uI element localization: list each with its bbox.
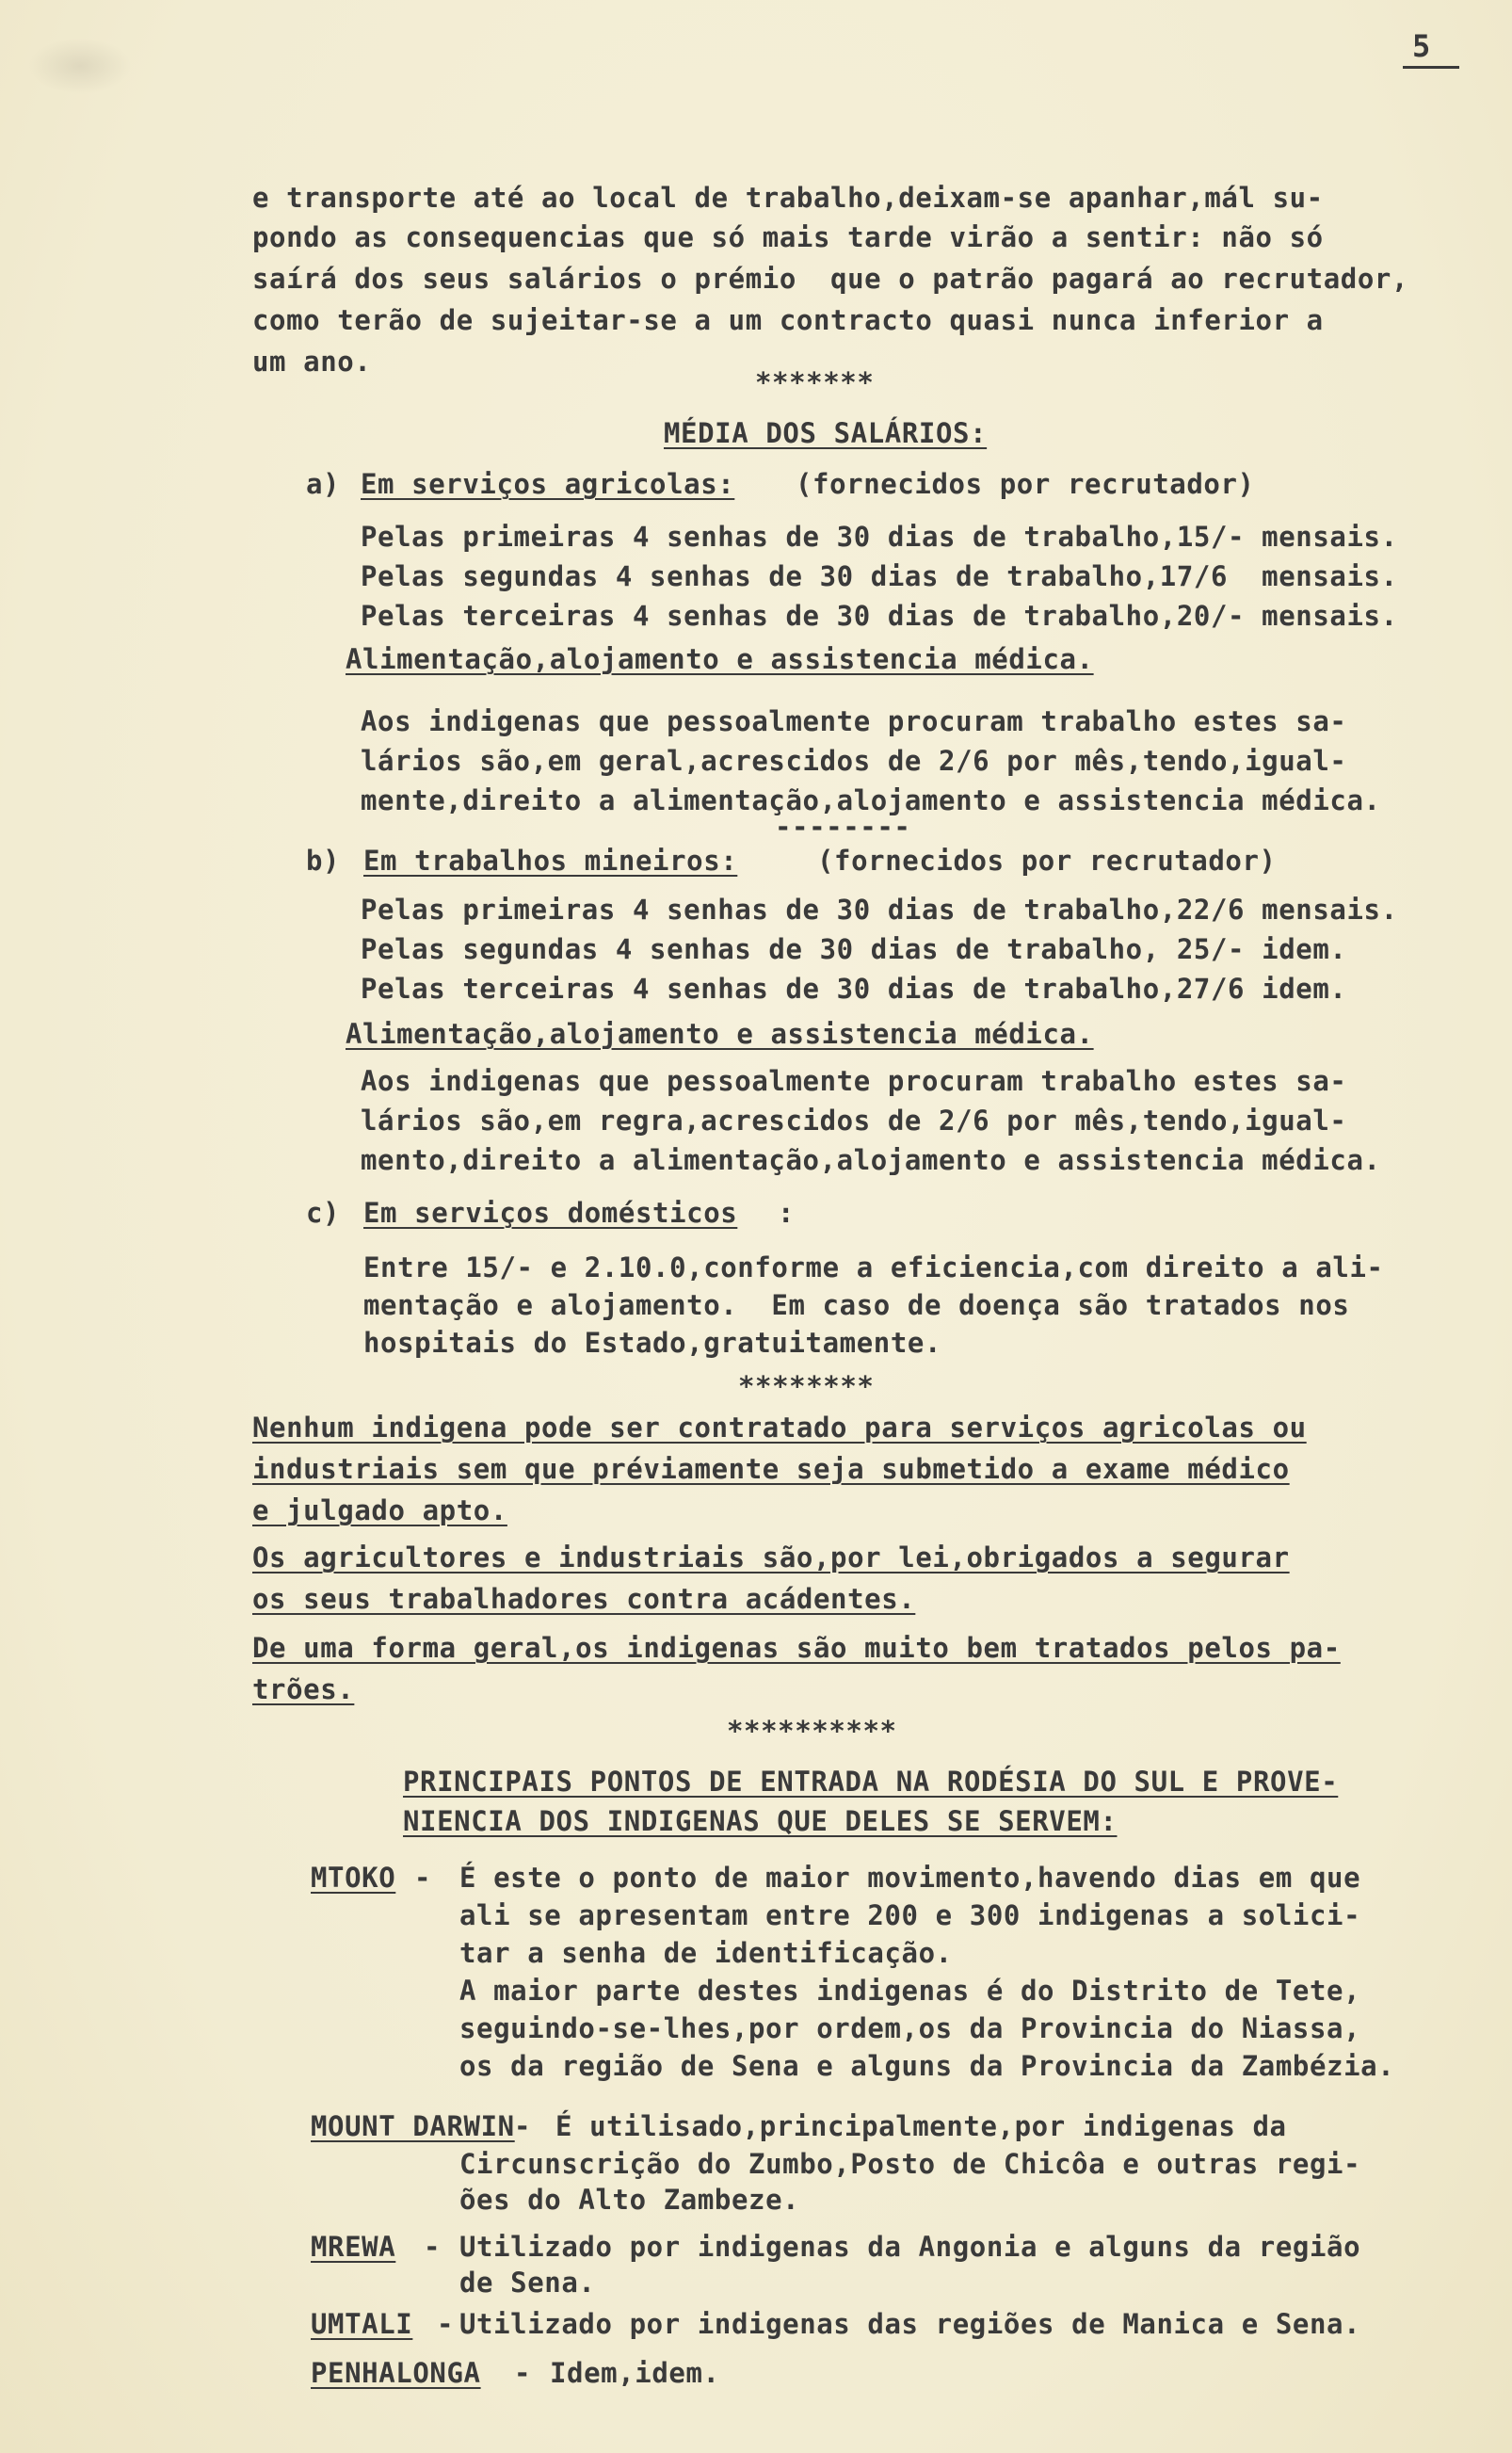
entry-line: Utilizado por indigenas da Angonia e alguns da região <box>459 2231 1361 2263</box>
entry-line: ões do Alto Zambeze. <box>459 2184 800 2216</box>
entry-line: seguindo-se-lhes,por ordem,os da Provincia do Niassa, <box>459 2012 1361 2044</box>
entry-place: MOUNT DARWIN <box>311 2110 515 2142</box>
section-b-note: (fornecidos por recrutador) <box>817 845 1277 877</box>
intro-line: saírá dos seus salários o prémio que o patrão pagará ao recrutador, <box>252 263 1409 295</box>
section-b-rate-line: Pelas primeiras 4 senhas de 30 dias de trabalho,22/6 mensais. <box>361 894 1398 926</box>
entry-dash: - <box>437 2308 455 2340</box>
entry-place: MREWA <box>311 2231 396 2263</box>
page-number-underline <box>1403 66 1459 69</box>
heading-pontos-entrada: PRINCIPAIS PONTOS DE ENTRADA NA RODÉSIA DO SUL E PROVE- <box>403 1766 1339 1798</box>
rule-line: Os agricultores e industriais são,por lei,obrigados a segurar <box>252 1541 1290 1573</box>
rule-line: e julgado apto. <box>252 1494 507 1526</box>
section-a-rate-line: Pelas primeiras 4 senhas de 30 dias de trabalho,15/- mensais. <box>361 521 1398 553</box>
section-c-line: Entre 15/- e 2.10.0,conforme a eficiencia,com direito a ali- <box>363 1251 1384 1283</box>
rule-line: industriais sem que préviamente seja submetido a exame médico <box>252 1453 1290 1485</box>
entry-line: Utilizado por indigenas das regiões de Manica e Sena. <box>459 2308 1361 2340</box>
entry-line: Circunscrição do Zumbo,Posto de Chicôa e outras regi- <box>459 2148 1361 2180</box>
entry-line: É utilisado,principalmente,por indigenas da <box>555 2110 1287 2142</box>
separator-dash: -------- <box>775 811 911 843</box>
section-a-rate-line: Pelas segundas 4 senhas de 30 dias de trabalho,17/6 mensais. <box>361 560 1398 592</box>
entry-dash: - <box>414 1862 432 1894</box>
section-a-title: Em serviços agricolas: <box>361 468 735 500</box>
section-a-rate-line: Pelas terceiras 4 senhas de 30 dias de trabalho,20/- mensais. <box>361 600 1398 632</box>
entry-line: É este o ponto de maior movimento,havendo dias em que <box>459 1862 1361 1894</box>
intro-line: como terão de sujeitar-se a um contracto quasi nunca inferior a <box>252 304 1324 336</box>
section-b-marker: b) <box>306 845 341 877</box>
rule-line: os seus trabalhadores contra acádentes. <box>252 1583 916 1615</box>
entry-dash: - <box>514 2357 532 2389</box>
section-a-benefits: Alimentação,alojamento e assistencia médica. <box>346 643 1094 675</box>
rule-line: Nenhum indigena pode ser contratado para serviços agricolas ou <box>252 1412 1307 1444</box>
page-number: 5 <box>1412 28 1431 64</box>
section-b-rate-line: Pelas terceiras 4 senhas de 30 dias de trabalho,27/6 idem. <box>361 973 1347 1005</box>
rule-line: trões. <box>252 1673 355 1705</box>
section-c-line: hospitais do Estado,gratuitamente. <box>363 1327 942 1359</box>
entry-line: de Sena. <box>459 2267 596 2299</box>
section-a-note: (fornecidos por recrutador) <box>796 468 1255 500</box>
entry-place: MTOKO <box>311 1862 396 1894</box>
section-a-marker: a) <box>306 468 341 500</box>
section-b-extra-line: Aos indigenas que pessoalmente procuram trabalho estes sa- <box>361 1065 1347 1097</box>
section-b-extra-line: mento,direito a alimentação,alojamento e assistencia médica. <box>361 1144 1381 1176</box>
section-c-colon: : <box>778 1197 796 1229</box>
heading-media-salarios: MÉDIA DOS SALÁRIOS: <box>664 417 988 449</box>
separator-stars: ******** <box>738 1370 875 1402</box>
entry-dash: - <box>424 2231 442 2263</box>
intro-line: e transporte até ao local de trabalho,deixam-se apanhar,mál su- <box>252 182 1324 214</box>
entry-place: UMTALI <box>311 2308 413 2340</box>
section-a-extra-line: lários são,em geral,acrescidos de 2/6 por mês,tendo,igual- <box>361 745 1347 777</box>
rule-line: De uma forma geral,os indigenas são muito bem tratados pelos pa- <box>252 1632 1341 1664</box>
entry-line: A maior parte destes indigenas é do Distrito de Tete, <box>459 1975 1361 2007</box>
entry-place: PENHALONGA <box>311 2357 481 2389</box>
entry-line: ali se apresentam entre 200 e 300 indigenas a solici- <box>459 1899 1361 1931</box>
section-b-extra-line: lários são,em regra,acrescidos de 2/6 por mês,tendo,igual- <box>361 1105 1347 1137</box>
section-c-title: Em serviços domésticos <box>363 1197 738 1229</box>
intro-line: um ano. <box>252 346 372 378</box>
entry-line: Idem,idem. <box>550 2357 720 2389</box>
section-b-rate-line: Pelas segundas 4 senhas de 30 dias de trabalho, 25/- idem. <box>361 933 1347 965</box>
heading-pontos-entrada: NIENCIA DOS INDIGENAS QUE DELES SE SERVEM: <box>403 1805 1118 1837</box>
separator-stars: ********** <box>727 1715 897 1747</box>
section-c-line: mentação e alojamento. Em caso de doença são tratados nos <box>363 1289 1350 1321</box>
paper-stain <box>28 38 132 94</box>
section-c-marker: c) <box>306 1197 341 1229</box>
entry-dash: - <box>514 2110 532 2142</box>
section-b-title: Em trabalhos mineiros: <box>363 845 738 877</box>
entry-line: os da região de Sena e alguns da Provincia da Zambézia. <box>459 2050 1395 2082</box>
section-a-extra-line: mente,direito a alimentação,alojamento e assistencia médica. <box>361 784 1381 816</box>
entry-line: tar a senha de identificação. <box>459 1937 953 1969</box>
intro-line: pondo as consequencias que só mais tarde virão a sentir: não só <box>252 221 1324 253</box>
section-b-benefits: Alimentação,alojamento e assistencia médica. <box>346 1018 1094 1050</box>
separator-stars: ******* <box>755 366 875 398</box>
section-a-extra-line: Aos indigenas que pessoalmente procuram trabalho estes sa- <box>361 705 1347 737</box>
